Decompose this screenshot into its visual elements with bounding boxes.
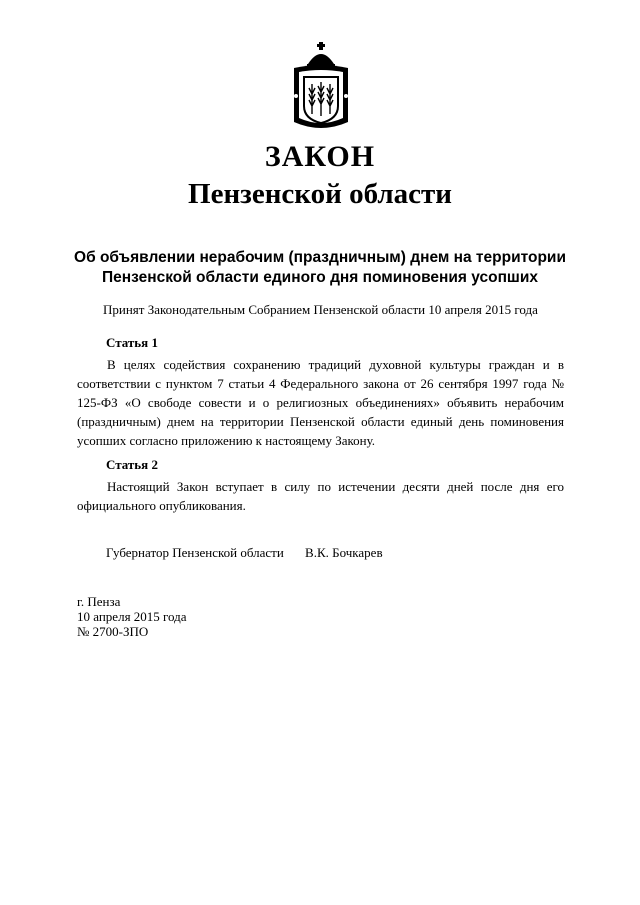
law-number: № 2700-ЗПО [77, 624, 149, 639]
article-1-text: В целях содействия сохранению традиций духовной культуры граждан и в соответствии с пунктом 7 статьи 4 Федерального закона от 26 сентября 1997 года № 125-ФЗ «О свободе совести и о религиозных объединениях» объявить нерабочим (праздничным) днем на территории Пензенской области единый день поминовения усопших согласно приложению к настоящему Закону. [77, 357, 564, 448]
city: г. Пенза [77, 594, 121, 609]
article-2-text: Настоящий Закон вступает в силу по истечении десяти дней после дня его официального опубликования. [77, 479, 564, 513]
signing-date: 10 апреля 2015 года [77, 609, 187, 624]
law-subject-line: Пензенской области единого дня поминовения усопших [101, 269, 539, 286]
signature-block [106, 545, 383, 561]
adoption-statement: Принят Законодательным Собранием Пензенской области 10 апреля 2015 года [103, 302, 538, 317]
signatory-position: Губернатор Пензенской области [106, 545, 284, 560]
article-1-heading: Статья 1 [106, 335, 158, 350]
document-type-title: ЗАКОН [264, 140, 376, 173]
signatory-name: В.К. Бочкарев [305, 545, 383, 560]
region-title: Пензенской области [188, 178, 452, 210]
coat-of-arms-icon [290, 42, 352, 132]
law-subject-line: Об объявлении нерабочим (праздничным) днем на территории [74, 249, 566, 266]
document-footer [77, 594, 187, 639]
article-2-heading: Статья 2 [106, 457, 158, 472]
law-subject [60, 248, 580, 288]
